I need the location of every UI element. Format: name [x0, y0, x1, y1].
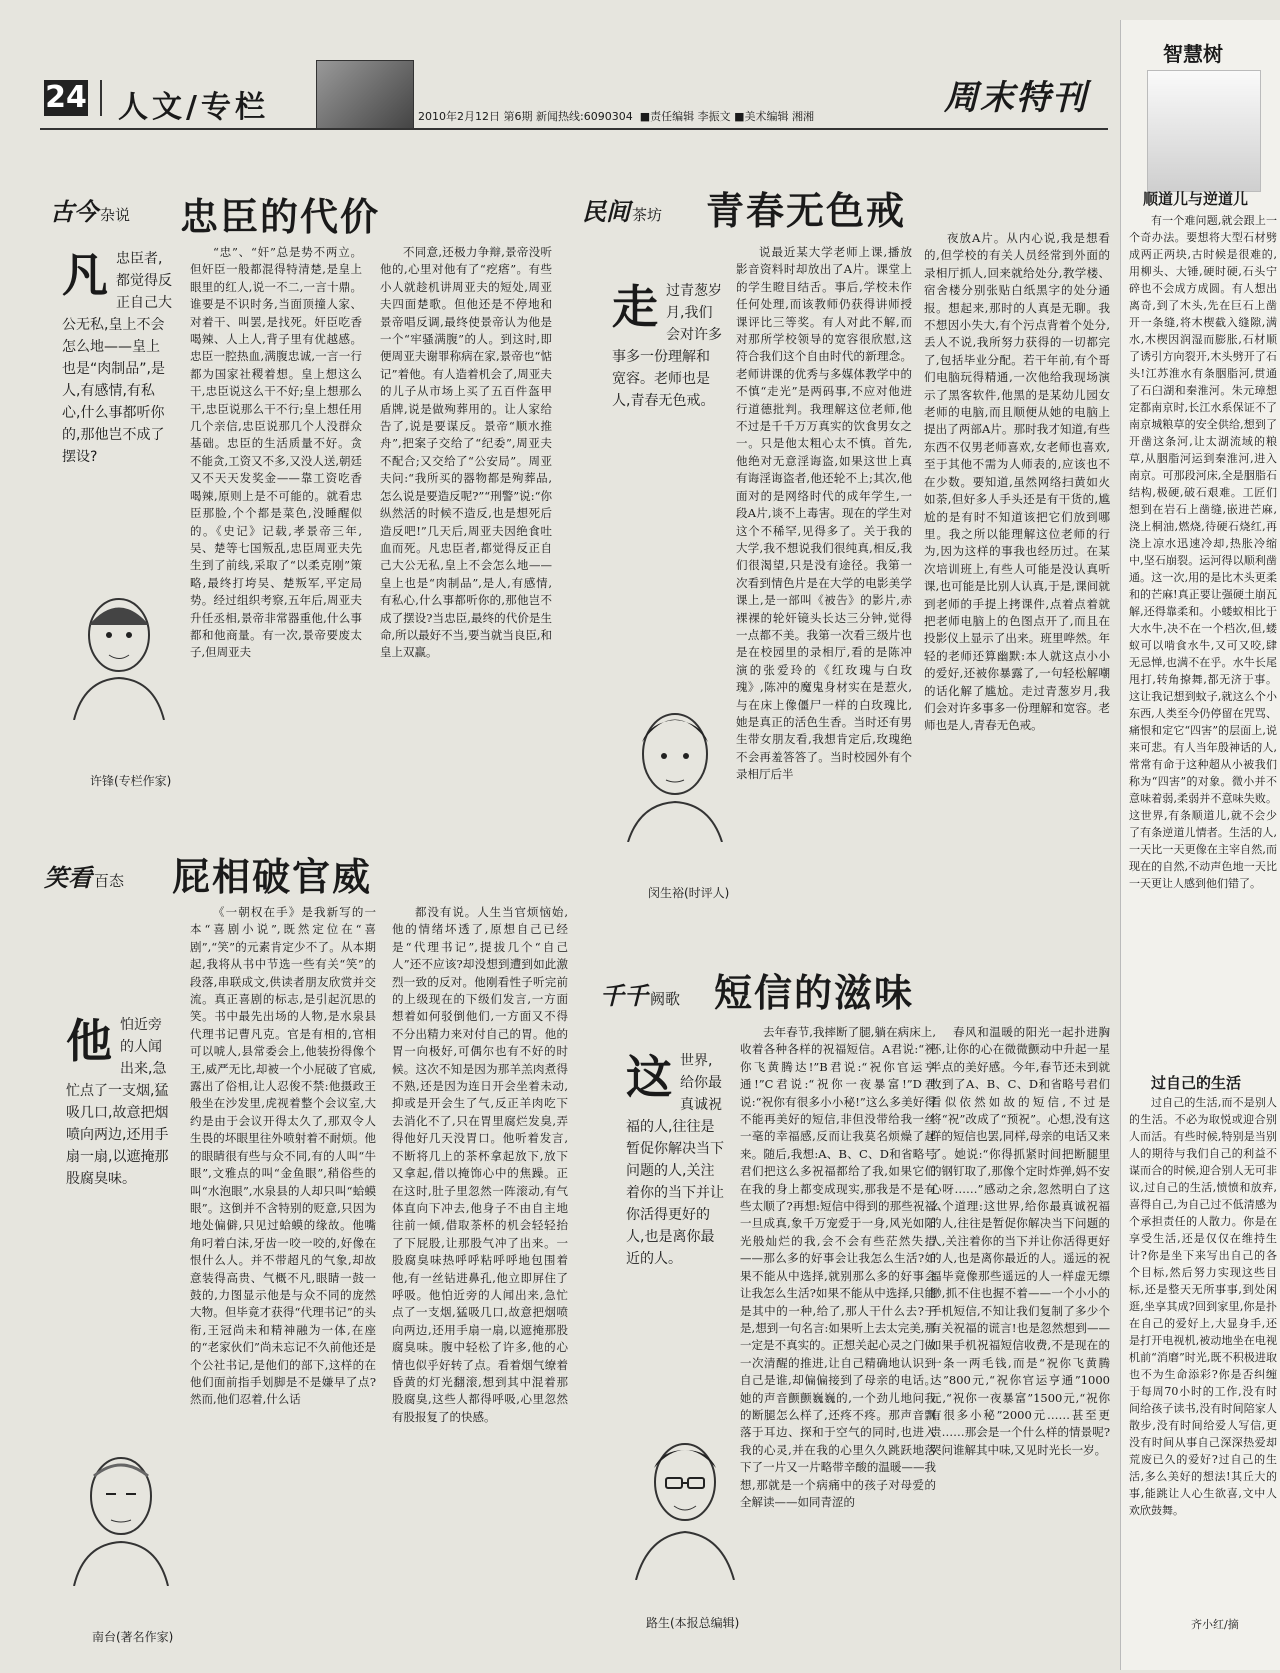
- header-meta: 2010年2月12日 第6期 新闻热线:6090304 ■责任编辑 李振文 ■美术编辑 湘湘: [418, 110, 814, 123]
- page-number: 24: [45, 80, 87, 115]
- a2-dropcap: 他: [66, 1014, 112, 1068]
- a1-kicker: 古今 杂说: [50, 197, 131, 226]
- a3-author: 闵生裕(时评人): [648, 886, 730, 900]
- a4-author: 路生(本报总编辑): [646, 1616, 740, 1630]
- a1-author: 许锋(专栏作家): [90, 774, 172, 788]
- a1-portrait: [64, 580, 174, 720]
- sidebar-s1-title: 顺道儿与逆道儿: [1143, 190, 1249, 208]
- a4-column-1: 去年春节,我摔断了腿,躺在病床上,收着各种各样的祝福短信。A君说:“祝你飞黄腾达!”B君说:“祝你官运亨通!”C君说:“祝你一夜暴富!”D君说:“祝你有很多小小秘!”这么多美好得不能再美好的短信,非但没带给我一丝一毫的幸福感,反而让我莫名烦燥了起来。随后,我想:A、B、C、D和省略号君们把这么多祝福都给了我,如果它们在我的身上都变成现实,那我是不是有些太顺了?再想:短信中得到的那些祝福一旦成真,象千万宠爱于一身,风光如阳光般灿烂的我,会不会有些茫然失措——那么多的好事会让我怎么生活?如果不能从中选择,就别那么多的好事会让我怎么生活?如果不能从中选择,只能是其中的一种,给了,那人干什么去?于是,想到一句名言:如果听上去太完美,那一定是不真实的。正想关起心灵之门做一次清醒的推进,让自己精确地认识到自己是谁,却偏偏接到了母亲的电话。她的声音颤颤巍巍的,一个劲儿地问我的断腿怎么样了,还疼不疼。那声音飘落于耳边、探和于空气的同时,也进入我的心灵,并在我的心里久久跳跃地落下了一片又一片略带辛酸的温暖——我想,那就是一个病痛中的孩子对母爱的全解读——如同青涩的: [740, 1025, 936, 1509]
- a1-column-1: “忠”、“奸”总是势不两立。但奸臣一般都混得特清楚,是皇上眼里的红人,说一不二,一言十鼎。谁要是不识时务,当面顶撞人家、对着干、叫罢,是找死。奸臣吃香喝辣、人上人,背子里有优越感。忠臣一腔热血,满腹忠诚,一言一行都为国家社稷着想。皇上想这么干,忠臣说这么干不好;皇上想那么干,忠臣说那么干不行;皇上想任用几个亲信,忠臣说那几个人没群众基础。忠臣的生活质量不好。贪不能贪,工资又不多,又没人送,朝廷又不天天发奖金——靠工资吃香喝辣,原则上是不可能的。就看忠臣那脸,个个都是菜色,没睡醒似的。《史记》记载,孝景帝三年,吴、楚等七国叛乱,忠臣周亚夫先生到了前线,采取了“以柔克刚”策略,最终打垮吴、楚叛军,平定局势。经过组织考察,五年后,周亚夫升任丞相,景帝非常器重他,什么事都和他商量。有一次,景帝要废太子,但周亚夫: [190, 245, 362, 660]
- chief-editor: 责任编辑 李振文: [650, 110, 731, 123]
- header-divider: [100, 80, 102, 116]
- a2-author: 南台(著名作家): [92, 1630, 174, 1644]
- section-title: 人文/专栏: [118, 90, 269, 125]
- sidebar-s2-author: 齐小红/摘: [1191, 1618, 1239, 1631]
- art-editor: 美术编辑 湘湘: [744, 110, 814, 123]
- a2-title: 屁相破官威: [172, 855, 373, 899]
- a3-title: 青春无色戒: [706, 189, 907, 233]
- a2-column-1: 《一朝权在手》是我新写的一本“喜剧小说”,既然定位在“喜剧”,“笑”的元素肯定少不了。从本期起,我将从书中节选一些有关“笑”的段落,串联成文,供读者朋友欣赏并交流。真正喜剧的标志,是引起沉思的笑。书中最先出场的人物,是水泉县代理书记曹凡克。官是有相的,官相可以唬人,县常委会上,他装扮得像个王,威严无比,却被一个小屁破了官威,露出了俗相,让人忍俊不禁:他摄政王般坐在沙发里,虎视着整个会议室,大约是由于会议开得太久了,那双令人生畏的坏眼里往外喷射着不耐烦。他的眼睛很有些与众不同,有的人叫“牛眼”,文雅点的叫“金鱼眼”,稍俗些的叫“水泡眼”,水泉县的人却只叫“蛤蟆眼”。这倒并不含特别的贬意,只因为地处偏僻,只见过蛤蟆的缘故。他嘴角叼着白沫,牙齿一咬一咬的,好像在恨什么人。并不带超凡的气象,却故意装得高贵、气概不凡,眼睛一鼓一鼓的,力图显示他是与众不同的庞然大物。但毕竟才获得“代理书记”的头衔,王冠尚未和精神融为一体,在座的“老家伙们”尚未忘记不久前他还是个公社书记,是他们的部下,这样的在他们面前指手划脚是不是嫌早了点?然而,他们忍着,什么话: [190, 905, 376, 1407]
- a3-column-2: 夜放A片。从内心说,我是想看的,但学校的有关人员经常到外面的录相厅抓人,回来就给处分,教学楼、宿舍楼分别张贴白纸黑字的处分通报。想起来,那时的人真是无聊。我不想因小失大,有个污点背着个处分,丢人不说,我所努力获得的一切都完了,包括毕业分配。若干年前,有个哥们电脑玩得精通,一次他给我现场演示了黑客软件,他黑的是某幼儿园女老师的电脑,而且顺便从她的电脑上提出了两部A片。那时我才知道,有些东西不仅男老师喜欢,女老师也喜欢,至于其他不需为人师表的,应该也不在少数。要知道,虽然网络扫黄如火如荼,但好多人手头还是有干货的,尴尬的是有时不知道该把它们放到哪里。我之所以能理解这位老师的行为,因为这样的事我也经历过。在某次培训班上,有些人可能是没认真听课,也可能是比别人认真,于是,课间就到老师的手提上拷课件,点着点着就把老师电脑上的色图点开了,而且在投影仪上显示了出来。班里哗然。年轻的老师还算幽默:本人就这点小小的爱好,还被你暴露了,一句轻松解嘲的话化解了尴尬。走过青葱岁月,我们会对许多事多一份理解和宽容。老师也是人,青春无色戒。: [924, 231, 1110, 733]
- a4-column-2: 春风和温暖的阳光一起扑进胸怀,让你的心在微微颤动中升起一星半点的美好感。今年,春节还未到就收到了A、B、C、D和省略号君们看似依然如故的短信,不过是将“祝”改成了“预祝”。心想,没有这样的短信也罢,同样,母亲的电话又来了。她说:“你得抓紧时间把断腿里的钢钉取了,那像个定时炸弹,妈不安心呀……”感动之余,忽然明白了这么个道理:这世界,给你最真诚祝福的人,往往是暂促你解决当下问题的人,关注着你的当下并让你活得更好的人,也是离你最近的人。遥远的祝福毕竟像那些遥远的人一样虚无缥缈,抓不住也握不着——一个小小的手机短信,不知让我们复制了多少个有关祝福的谎言!也是忽然想到——如果手机祝福短信收费,不是现在的一条一两毛钱,而是“祝你飞黄腾达”800元,“祝你官运亨通”1000元,“祝你一夜暴富”1500元,“祝你有很多小秘”2000元……甚至更贵……那会是一个什么样的情景呢?哭问谁解其中味,又见时光长一岁。: [930, 1025, 1110, 1457]
- a2-intro: 他怕近旁的人闻出来,急忙点了一支烟,猛吸几口,故意把烟喷向两边,还用手扇一扇,以遮掩那股腐臭味。: [66, 1014, 169, 1187]
- sidebar-s1-body: 有一个难问题,就会跟上一个奇办法。要想将大型石材劈成两正两块,古时候是很难的,用柳头、大锤,硬时硬,石头宁碎也不会成方成圆。有人想出离奇,到了木头,先在巨石上凿开一条缝,将木楔截入缝隙,满水,木楔因润湿而膨胀,石材顺了诱引方向裂开,木头劈开了石头!江苏淮水有条胭脂河,贯通了石臼湖和秦淮河。朱元璋想定都南京时,长江水系保证不了南京城粮草的安全供给,想到了开凿这条河,让太湖流域的粮草,从胭脂河运到秦淮河,进入南京。可那段河床,全是胭脂石结构,极硬,破石艰难。工匠们想到在岩石上凿缝,嵌进芒麻,浇上桐油,燃烧,待硬石烧红,再浇上凉水迅速冷却,热胀冷缩中,坚石崩裂。运河得以顺利凿通。这一次,用的是比木头更柔和的芒麻!真正要让强硬土崩瓦解,还得靠柔和。小蝼蚁相比于大水牛,决不在一个档次,但,蝼蚁可以啃食水牛,又可又咬,肆无忌惮,也满不在乎。水牛长尾甩打,转角撩舞,都无济于事。这让我记想到蚊子,就这么个小东西,人类至今仍停留在咒骂、痛恨和定它“四害”的层面上,说来可悲。有人当年殷神话的人,常常有命于这种超从小被我们称为“四害”的对象。微小并不意味着弱,柔弱并不意味失败。这世界,有条顺道儿,就不会少了有条逆道儿情者。生活的人,一天比一天更像在主宰自然,而现在的自然,不动声色地一天比一天更让人感到他们错了。: [1129, 214, 1277, 890]
- a1-intro: 凡忠臣者,都觉得反正自己大公无私,皇上不会怎么地——皇上也是“肉制品”,是人,有感情,有私心,什么事都听你的,那他岂不成了摆设?: [62, 248, 172, 465]
- header-rule: [40, 128, 1108, 130]
- sidebar-photo: [1147, 70, 1261, 192]
- brand-title: 周末特刊: [944, 78, 1088, 118]
- sidebar-s2-body: 过自己的生活,而不是别人的生活。不必为取悦或迎合别人而活。有些时候,特别是当别人的期待与我们自己的利益不谋而合的时候,迎合别人无可非议,过自己的生活,愤愤和放弃,喜得自己,为自己过不低清感为个承担责任的人散力。你是在享受生活,还是仅仅在维持生计?你是坐下来写出自己的各个目标,然后努力实现这些目标,还是整天无所事事,到处闲逛,坐享其成?回到家里,你是扑在自己的爱好上,大显身手,还是打开电视机,被动地坐在电视机前“消磨”时光,既不积极进取也不为生命添彩?你是否纠缠于每周70小时的工作,没有时间给孩子读书,没有时间陪家人散步,没有时间给爱人写信,更没有时间从事自己深深热爱却荒废已久的爱好?过自己的生活,多么美好的想法!其丘大的事,能跳让人心生欲喜,文中人欢欣鼓舞。: [1129, 1096, 1277, 1517]
- sidebar-title: 智慧树: [1163, 42, 1223, 66]
- sidebar: [1120, 20, 1280, 1670]
- issue-date: 2010年2月12日: [418, 110, 500, 123]
- a2-column-2: 都没有说。人生当官烦恼始,他的情绪坏透了,原想自己已经是“代理书记”,提拔几个“自己人”还不应该?却没想到遭到如此激烈一致的反对。他刚看性子听完前的上级现在的下级们发言,一方面想着如何驳倒他们,一方面又不得不分出精力来对付自己的胃。他的胃一向极好,可偶尔也有不好的时候。这次不知是因为那羊羔肉煮得不熟,还是因为连日开会坐着未动,抑或是开会生了气,反正羊肉吃下去消化不了,只在胃里腐烂发臭,弄得他好几天没胃口。他听着发言,不断将几上的茶杯拿起放下,放下又拿起,借以掩饰心中的焦躁。正在这时,肚子里忽然一阵滚动,有气体直向下冲去,他身子不由自主地往前一倾,借取茶杯的机会轻轻抬了下屁股,让那股气冲了出来。一股腐臭味热呼呼粘呼呼地包围着他,有一丝钻进鼻孔,他立即屏住了呼吸。他怕近旁的人闻出来,急忙点了一支烟,猛吸几口,故意把烟喷向两边,还用手扇一扇,以遮掩那股腐臭味。腹中轻松了许多,他的心情也似乎好转了点。看着烟气缭着昏黄的灯光翻滚,想到其中混着那股腐臭,这些人都得呼吸,心里忽然有股报复了的快感。: [392, 905, 568, 1424]
- a1-dropcap: 凡: [62, 248, 108, 302]
- a4-portrait: [630, 1420, 740, 1580]
- a1-title: 忠臣的代价: [180, 195, 381, 239]
- a4-dropcap: 这: [626, 1050, 672, 1104]
- sidebar-s2-title: 过自己的生活: [1151, 1074, 1242, 1092]
- a1-column-2: 不同意,还极力争辩,景帝没听他的,心里对他有了“疙瘩”。有些小人就趁机讲周亚夫的短处,周亚夫四面楚歌。但他还是不停地和景帝唱反调,最终使景帝认为他是一个“牢骚满腹”的人。到这时,即便周亚夫谢罪称病在家,景帝也“惦记”着他。有人造着机会了,周亚夫的儿子从市场上买了五百件盔甲盾牌,说是做殉葬用的。让人家给告了,说是要谋反。景帝“顺水推舟”,把案子交给了“纪委”,周亚夫不配合;又交给了“公安局”。周亚夫问:“我所买的器物都是殉葬品,怎么说是要造反呢?”“刑警”说:“你纵然活的时候不造反,也是想死后造反吧!”几天后,周亚夫因绝食吐血而死。凡忠臣者,都觉得反正自己大公无私,皇上不会怎么地——皇上也是“肉制品”,是人,有感情,有私心,什么事都听你的,那他岂不成了摆设?当忠臣,最终的代价是生命,所以最好不当,要当就当良臣,和皇上双赢。: [380, 245, 552, 660]
- hotline: 新闻热线:6090304: [536, 110, 633, 123]
- header-photo: [316, 60, 414, 130]
- a3-column-1: 说最近某大学老师上课,播放影音资料时却放出了A片。课堂上的学生瞪目结舌。事后,学校未作任何处理,而该教师仍获得讲师授课评比三等奖。有人对此不解,而对那所学校领导的宽容很欣慰,这符合我们这个自由时代的新理念。老师讲课的优秀与多媒体教学中的不慎“走光”是两码事,不应对他进行道德批判。我理解这位老师,他不过是千千万万真实的饮食男女之一。只是他太粗心太不慎。首先,他绝对无意淫诲盗,如果这世上真有诲淫诲盗者,他还轮不上;其次,他面对的是网络时代的成年学生,一段A片,谈不上毒害。现在的学生对这个不稀罕,见得多了。关于我的大学,我不想说我们很纯真,相反,我们很渴望,只是没有途径。我第一次看到情色片是在大学的电影美学课上,是一部叫《被告》的影片,赤裸裸的轮奸镜头长达三分钟,觉得一点都不美。我第一次看三级片也是在校园里的录相厅,看的是陈冲演的张爱玲的《红玫瑰与白玫瑰》,陈冲的魔鬼身材实在是惹火,与在床上像僵尸一样的白玫瑰比,她是真正的活色生香。当时还有男生带女朋友看,我想肯定后,玫瑰绝不会再羞答答了。当时校园外有个录相厅后半: [736, 245, 912, 782]
- a4-title: 短信的滋味: [714, 971, 915, 1015]
- a4-kicker: 千千 阙歌: [600, 981, 681, 1010]
- a4-intro: 这世界,给你最真诚祝福的人,往往是暂促你解决当下问题的人,关注着你的当下并让你活得更好的人,也是离你最近的人。: [626, 1050, 724, 1267]
- issue-number: 第6期: [503, 110, 533, 123]
- a2-kicker: 笑看 百态: [44, 863, 125, 892]
- a3-portrait: [620, 692, 730, 842]
- a3-dropcap: 走: [612, 280, 658, 334]
- a2-portrait: [66, 1436, 176, 1586]
- a3-kicker: 民间 茶坊: [582, 197, 663, 226]
- a3-intro: 走过青葱岁月,我们会对许多事多一份理解和宽容。老师也是人,青春无色戒。: [612, 280, 722, 409]
